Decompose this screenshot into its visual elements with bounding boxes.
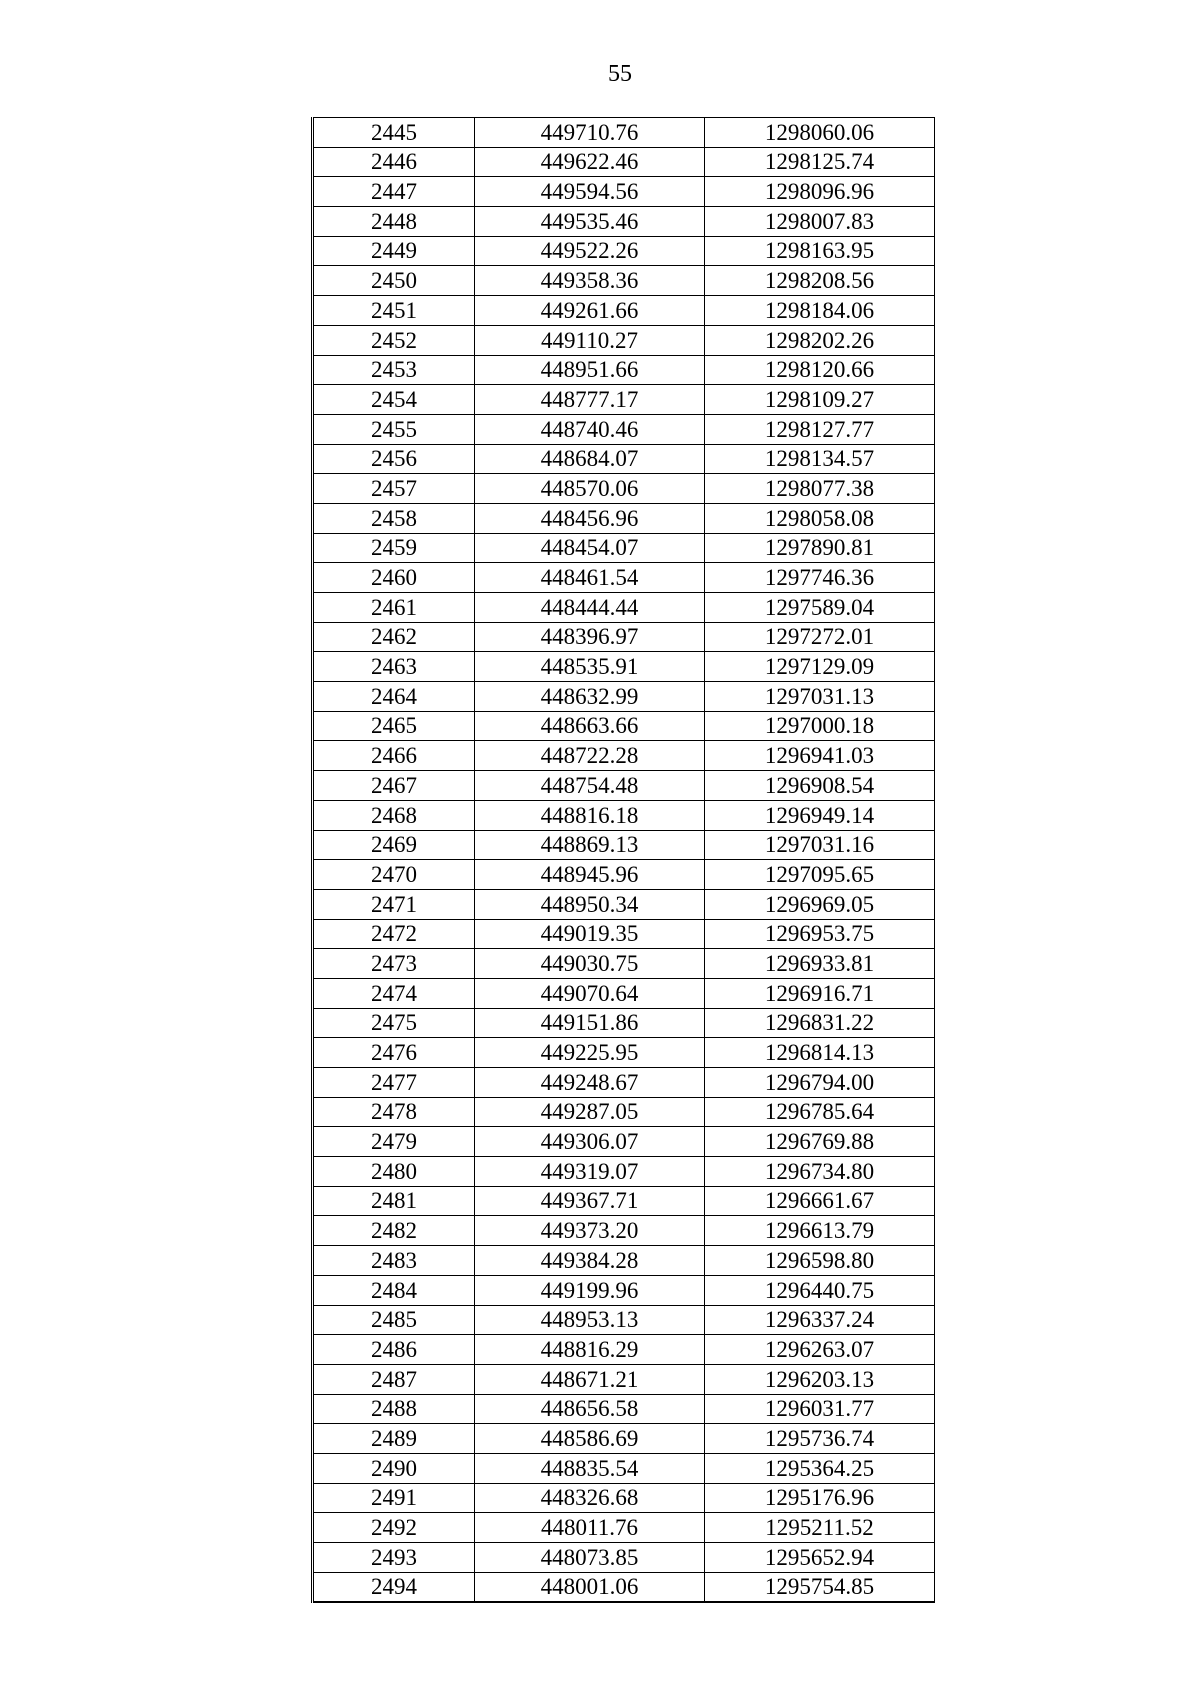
y-coordinate-cell: 1296953.75 [705,919,935,949]
y-coordinate-cell: 1296814.13 [705,1038,935,1068]
point-number-cell: 2452 [313,325,475,355]
point-number-cell: 2470 [313,860,475,890]
point-number-cell: 2472 [313,919,475,949]
point-number-cell: 2457 [313,474,475,504]
point-number-cell: 2456 [313,444,475,474]
x-coordinate-cell: 448950.34 [475,889,705,919]
point-number-cell: 2490 [313,1453,475,1483]
x-coordinate-cell: 449151.86 [475,1008,705,1038]
y-coordinate-cell: 1296794.00 [705,1068,935,1098]
y-coordinate-cell: 1296337.24 [705,1305,935,1335]
y-coordinate-cell: 1296831.22 [705,1008,935,1038]
point-number-cell: 2491 [313,1483,475,1513]
x-coordinate-cell: 449248.67 [475,1068,705,1098]
x-coordinate-cell: 448953.13 [475,1305,705,1335]
y-coordinate-cell: 1295652.94 [705,1543,935,1573]
x-coordinate-cell: 448684.07 [475,444,705,474]
table-row [313,1305,935,1335]
x-coordinate-cell: 448454.07 [475,533,705,563]
y-coordinate-cell: 1298060.06 [705,118,935,148]
point-number-cell: 2466 [313,741,475,771]
point-number-cell: 2469 [313,830,475,860]
x-coordinate-cell: 448073.85 [475,1543,705,1573]
table-row [313,1038,935,1068]
y-coordinate-cell: 1297890.81 [705,533,935,563]
x-coordinate-cell: 449199.96 [475,1275,705,1305]
y-coordinate-cell: 1296263.07 [705,1335,935,1365]
table-row [313,1335,935,1365]
table-row [313,1246,935,1276]
point-number-cell: 2485 [313,1305,475,1335]
table-row [313,1186,935,1216]
y-coordinate-cell: 1296598.80 [705,1246,935,1276]
x-coordinate-cell: 448461.54 [475,563,705,593]
y-coordinate-cell: 1298163.95 [705,236,935,266]
x-coordinate-cell: 449358.36 [475,266,705,296]
point-number-cell: 2486 [313,1335,475,1365]
point-number-cell: 2465 [313,711,475,741]
point-number-cell: 2475 [313,1008,475,1038]
y-coordinate-cell: 1297095.65 [705,860,935,890]
y-coordinate-cell: 1298077.38 [705,474,935,504]
x-coordinate-cell: 448835.54 [475,1453,705,1483]
page-number: 55 [608,61,632,87]
point-number-cell: 2461 [313,593,475,623]
x-coordinate-cell: 448671.21 [475,1364,705,1394]
table-row [313,830,935,860]
y-coordinate-cell: 1298058.08 [705,503,935,533]
table-row [313,147,935,177]
x-coordinate-cell: 449306.07 [475,1127,705,1157]
point-number-cell: 2449 [313,236,475,266]
point-number-cell: 2454 [313,385,475,415]
table-row [313,385,935,415]
y-coordinate-cell: 1298109.27 [705,385,935,415]
x-coordinate-cell: 449710.76 [475,118,705,148]
y-coordinate-cell: 1297746.36 [705,563,935,593]
y-coordinate-cell: 1296031.77 [705,1394,935,1424]
x-coordinate-cell: 448632.99 [475,682,705,712]
y-coordinate-cell: 1296613.79 [705,1216,935,1246]
y-coordinate-cell: 1298120.66 [705,355,935,385]
y-coordinate-cell: 1297031.16 [705,830,935,860]
point-number-cell: 2487 [313,1364,475,1394]
table-row [313,1097,935,1127]
y-coordinate-cell: 1296661.67 [705,1186,935,1216]
point-number-cell: 2476 [313,1038,475,1068]
y-coordinate-cell: 1295176.96 [705,1483,935,1513]
table-row [313,1572,935,1602]
point-number-cell: 2481 [313,1186,475,1216]
table-row [313,1275,935,1305]
table-row [313,1068,935,1098]
x-coordinate-cell: 449367.71 [475,1186,705,1216]
point-number-cell: 2464 [313,682,475,712]
point-number-cell: 2446 [313,147,475,177]
point-number-cell: 2492 [313,1513,475,1543]
table-row [313,652,935,682]
x-coordinate-cell: 449594.56 [475,177,705,207]
point-number-cell: 2480 [313,1157,475,1187]
x-coordinate-cell: 448816.18 [475,800,705,830]
table-row [313,355,935,385]
coordinates-table [311,117,935,1603]
point-number-cell: 2482 [313,1216,475,1246]
table-row [313,711,935,741]
table-row [313,1008,935,1038]
x-coordinate-cell: 448001.06 [475,1572,705,1602]
table-row [313,741,935,771]
y-coordinate-cell: 1296785.64 [705,1097,935,1127]
y-coordinate-cell: 1296440.75 [705,1275,935,1305]
point-number-cell: 2477 [313,1068,475,1098]
x-coordinate-cell: 449522.26 [475,236,705,266]
y-coordinate-cell: 1296969.05 [705,889,935,919]
point-number-cell: 2478 [313,1097,475,1127]
point-number-cell: 2493 [313,1543,475,1573]
x-coordinate-cell: 448326.68 [475,1483,705,1513]
table-row [313,1513,935,1543]
table-row [313,325,935,355]
point-number-cell: 2467 [313,771,475,801]
y-coordinate-cell: 1298096.96 [705,177,935,207]
y-coordinate-cell: 1298127.77 [705,414,935,444]
y-coordinate-cell: 1296908.54 [705,771,935,801]
point-number-cell: 2448 [313,207,475,237]
y-coordinate-cell: 1298184.06 [705,296,935,326]
table-row [313,889,935,919]
point-number-cell: 2489 [313,1424,475,1454]
x-coordinate-cell: 449225.95 [475,1038,705,1068]
table-row [313,1157,935,1187]
table-row [313,682,935,712]
table-row [313,563,935,593]
table-row [313,207,935,237]
table-row [313,622,935,652]
point-number-cell: 2445 [313,118,475,148]
y-coordinate-cell: 1296734.80 [705,1157,935,1187]
y-coordinate-cell: 1297129.09 [705,652,935,682]
point-number-cell: 2455 [313,414,475,444]
point-number-cell: 2450 [313,266,475,296]
y-coordinate-cell: 1298202.26 [705,325,935,355]
table-row [313,1216,935,1246]
point-number-cell: 2451 [313,296,475,326]
x-coordinate-cell: 448011.76 [475,1513,705,1543]
point-number-cell: 2463 [313,652,475,682]
table-row [313,503,935,533]
x-coordinate-cell: 448816.29 [475,1335,705,1365]
point-number-cell: 2484 [313,1275,475,1305]
y-coordinate-cell: 1298007.83 [705,207,935,237]
y-coordinate-cell: 1295211.52 [705,1513,935,1543]
x-coordinate-cell: 448777.17 [475,385,705,415]
x-coordinate-cell: 448456.96 [475,503,705,533]
x-coordinate-cell: 448656.58 [475,1394,705,1424]
y-coordinate-cell: 1296769.88 [705,1127,935,1157]
table-row [313,860,935,890]
point-number-cell: 2458 [313,503,475,533]
table-row [313,1453,935,1483]
point-number-cell: 2460 [313,563,475,593]
x-coordinate-cell: 448663.66 [475,711,705,741]
y-coordinate-cell: 1298134.57 [705,444,935,474]
y-coordinate-cell: 1297031.13 [705,682,935,712]
x-coordinate-cell: 448869.13 [475,830,705,860]
y-coordinate-cell: 1296933.81 [705,949,935,979]
y-coordinate-cell: 1295364.25 [705,1453,935,1483]
point-number-cell: 2479 [313,1127,475,1157]
table-row [313,919,935,949]
table-row [313,593,935,623]
point-number-cell: 2483 [313,1246,475,1276]
table-row [313,444,935,474]
y-coordinate-cell: 1298208.56 [705,266,935,296]
x-coordinate-cell: 449287.05 [475,1097,705,1127]
y-coordinate-cell: 1296949.14 [705,800,935,830]
x-coordinate-cell: 448570.06 [475,474,705,504]
point-number-cell: 2494 [313,1572,475,1602]
x-coordinate-cell: 448945.96 [475,860,705,890]
table-row [313,800,935,830]
x-coordinate-cell: 449110.27 [475,325,705,355]
point-number-cell: 2453 [313,355,475,385]
x-coordinate-cell: 449261.66 [475,296,705,326]
x-coordinate-cell: 449070.64 [475,978,705,1008]
point-number-cell: 2473 [313,949,475,979]
point-number-cell: 2474 [313,978,475,1008]
table-row [313,414,935,444]
x-coordinate-cell: 448444.44 [475,593,705,623]
table-row [313,1364,935,1394]
y-coordinate-cell: 1297272.01 [705,622,935,652]
table-row [313,1394,935,1424]
point-number-cell: 2488 [313,1394,475,1424]
table-row [313,1424,935,1454]
table-row [313,1127,935,1157]
table-row [313,236,935,266]
point-number-cell: 2471 [313,889,475,919]
y-coordinate-cell: 1296941.03 [705,741,935,771]
table-row [313,978,935,1008]
table-row [313,266,935,296]
y-coordinate-cell: 1295736.74 [705,1424,935,1454]
x-coordinate-cell: 448951.66 [475,355,705,385]
y-coordinate-cell: 1297000.18 [705,711,935,741]
x-coordinate-cell: 449384.28 [475,1246,705,1276]
table-row [313,1543,935,1573]
point-number-cell: 2468 [313,800,475,830]
table-row [313,296,935,326]
x-coordinate-cell: 448722.28 [475,741,705,771]
x-coordinate-cell: 449019.35 [475,919,705,949]
x-coordinate-cell: 449535.46 [475,207,705,237]
x-coordinate-cell: 449373.20 [475,1216,705,1246]
x-coordinate-cell: 449319.07 [475,1157,705,1187]
table-row [313,949,935,979]
table-row [313,177,935,207]
table-row [313,118,935,148]
x-coordinate-cell: 448586.69 [475,1424,705,1454]
point-number-cell: 2459 [313,533,475,563]
y-coordinate-cell: 1296203.13 [705,1364,935,1394]
y-coordinate-cell: 1297589.04 [705,593,935,623]
x-coordinate-cell: 448740.46 [475,414,705,444]
y-coordinate-cell: 1296916.71 [705,978,935,1008]
table-row [313,771,935,801]
y-coordinate-cell: 1295754.85 [705,1572,935,1602]
x-coordinate-cell: 449622.46 [475,147,705,177]
y-coordinate-cell: 1298125.74 [705,147,935,177]
x-coordinate-cell: 448754.48 [475,771,705,801]
x-coordinate-cell: 448535.91 [475,652,705,682]
coordinates-table-body [313,118,935,1603]
table-row [313,474,935,504]
x-coordinate-cell: 449030.75 [475,949,705,979]
x-coordinate-cell: 448396.97 [475,622,705,652]
point-number-cell: 2447 [313,177,475,207]
table-row [313,1483,935,1513]
table-row [313,533,935,563]
point-number-cell: 2462 [313,622,475,652]
